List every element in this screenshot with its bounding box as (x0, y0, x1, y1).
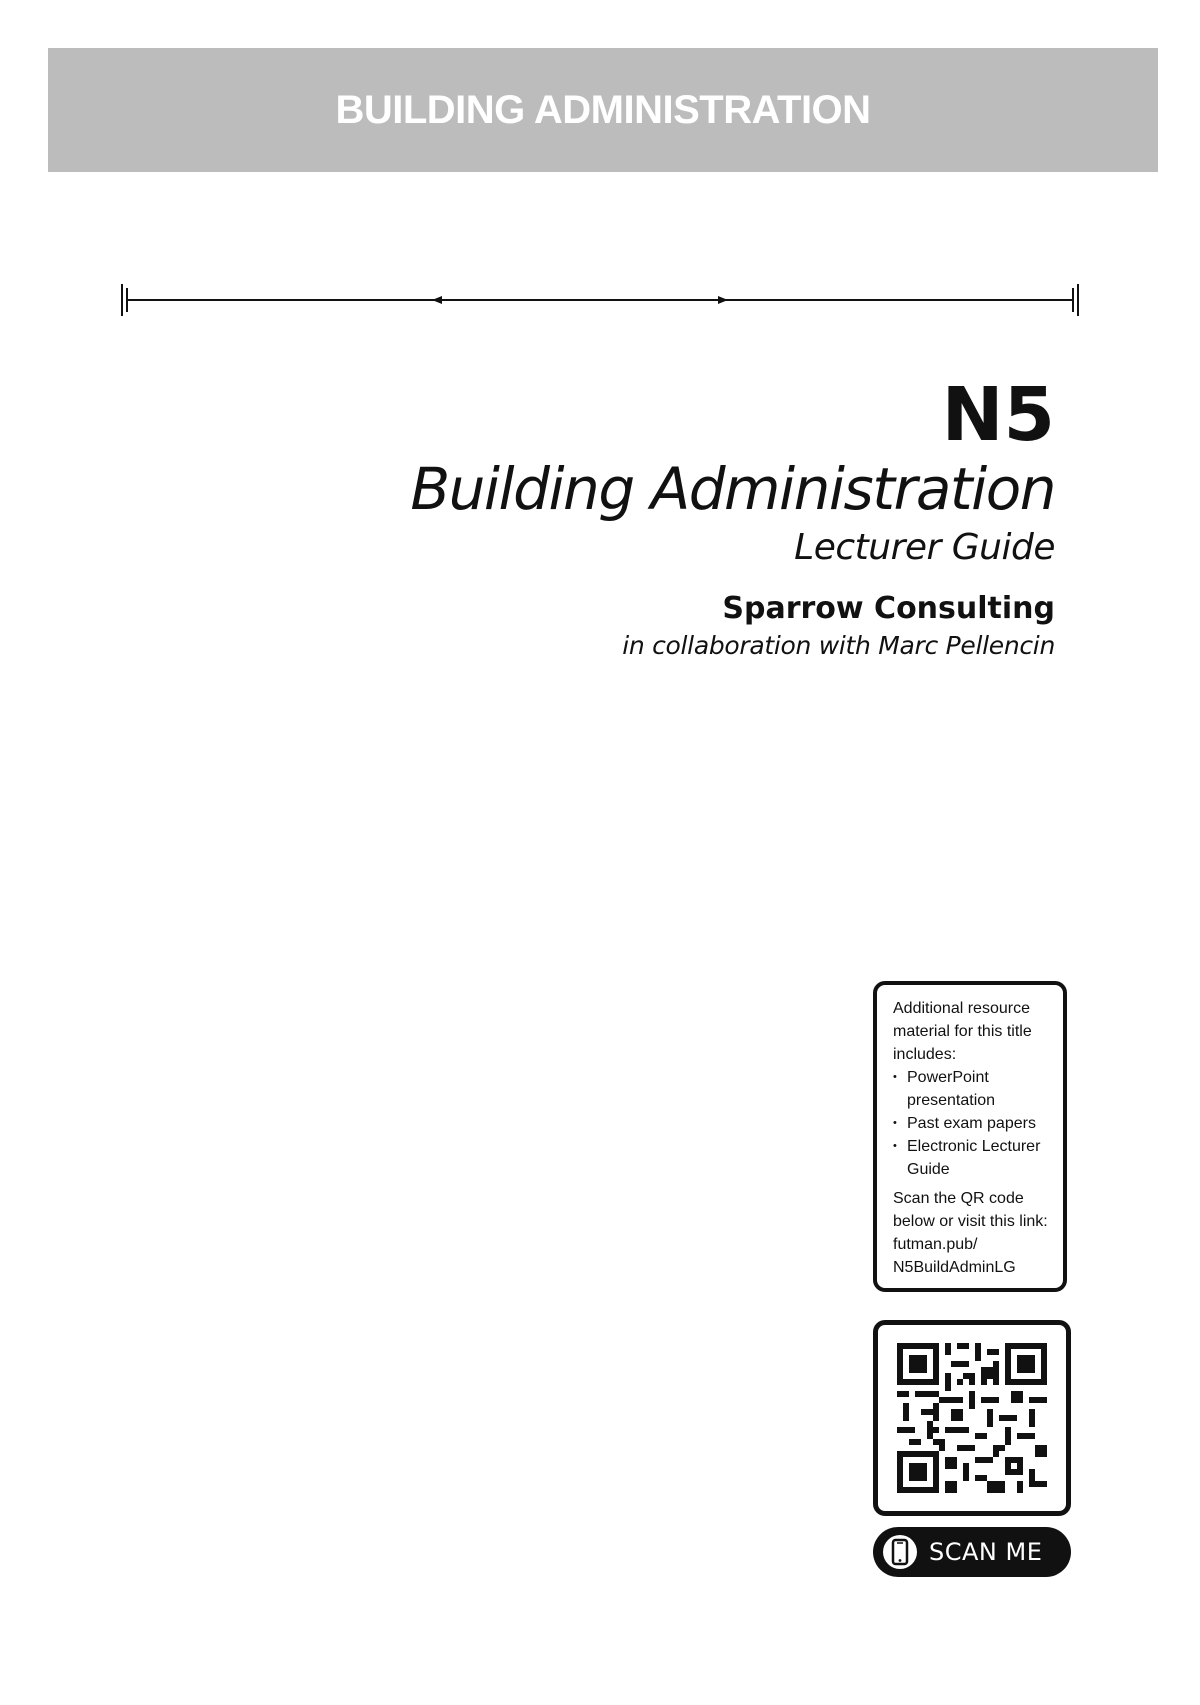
book-title: Building Administration (410, 455, 1055, 523)
resource-item: • Electronic Lecturer Guide (893, 1135, 1053, 1181)
resource-list (893, 1066, 1053, 1181)
resource-item: • PowerPoint presentation (893, 1066, 1053, 1112)
phone-icon (883, 1532, 917, 1572)
resource-intro: Additional resource material for this title includes: (893, 1000, 1032, 1063)
resource-item: • Past exam papers (893, 1112, 1053, 1135)
dimension-line (120, 280, 1080, 320)
collaboration-note: in collaboration with Marc Pellencin (622, 631, 1055, 660)
scan-me-label: SCAN ME (929, 1538, 1043, 1566)
qr-code[interactable] (897, 1343, 1047, 1493)
level-label: N5 (941, 372, 1055, 458)
header-band (48, 48, 1158, 172)
title-block (255, 372, 1055, 663)
author-name: Sparrow Consulting (722, 591, 1055, 626)
book-subtitle: Lecturer Guide (794, 527, 1055, 568)
header-title: BUILDING ADMINISTRATION (335, 87, 871, 132)
resource-info-box (873, 981, 1067, 1292)
scan-instructions: Scan the QR code below or visit this link: futman.pub/ N5BuildAdminLG (893, 1190, 1048, 1276)
qr-code-frame (873, 1320, 1071, 1516)
scan-me-badge (873, 1527, 1071, 1577)
